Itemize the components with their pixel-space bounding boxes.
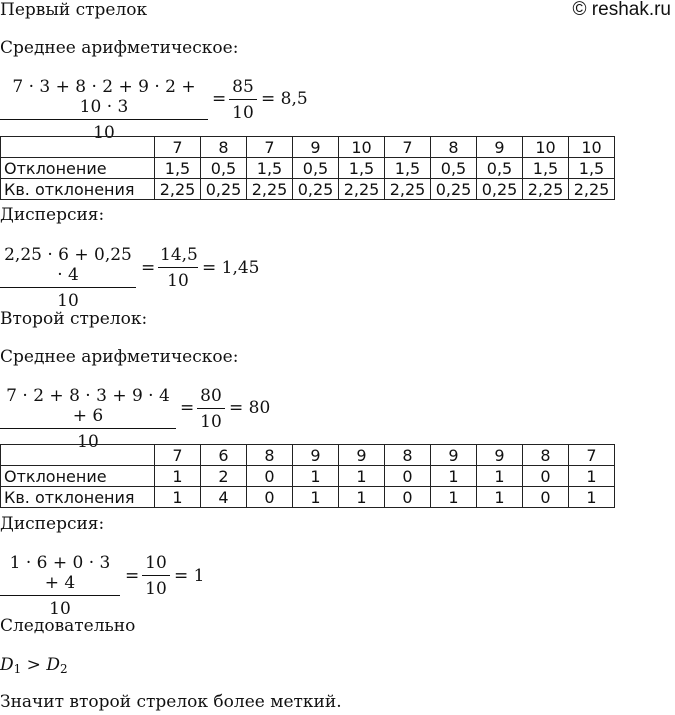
d2-subscript: 2	[59, 662, 68, 676]
fraction-denominator: 10	[57, 291, 79, 311]
table-cell: 0,25	[293, 179, 339, 200]
fraction-bar	[0, 595, 120, 596]
table-cell: 2,25	[155, 179, 201, 200]
shooter1-deviation-table	[0, 136, 615, 200]
table-header-cell: 7	[247, 137, 293, 158]
table-row-label: Кв. отклонения	[1, 179, 155, 200]
conclusion-therefore: Следовательно	[0, 616, 136, 636]
table-cell: 1	[339, 487, 385, 508]
fraction-denominator: 10	[77, 432, 99, 452]
equals-sign: =	[125, 566, 140, 586]
table-cell: 2,25	[385, 179, 431, 200]
table-corner-cell	[1, 445, 155, 466]
table-cell: 2	[201, 466, 247, 487]
table-header-cell: 9	[339, 445, 385, 466]
fraction-numerator: 7 · 3 + 8 · 2 + 9 · 2 + 10 · 3	[12, 77, 196, 117]
table-row-squared-deviation	[1, 179, 615, 200]
table-row-deviation	[1, 466, 615, 487]
table-row-squared-deviation	[1, 487, 615, 508]
fraction-bar	[158, 267, 198, 268]
table-cell: 0	[523, 487, 569, 508]
table-cell: 1	[477, 466, 523, 487]
table-header-cell: 10	[339, 137, 385, 158]
table-cell: 1	[431, 466, 477, 487]
fraction-bar	[0, 428, 176, 429]
table-cell: 0	[247, 466, 293, 487]
fraction-numerator: 14,5	[160, 245, 198, 265]
shooter2-dispersion-result: = 1	[174, 566, 205, 586]
equals-sign: =	[180, 398, 195, 418]
fraction-bar	[0, 119, 208, 120]
fraction-denominator: 10	[232, 103, 254, 123]
table-cell: 0	[247, 487, 293, 508]
d1-symbol: D	[0, 655, 14, 675]
table-header-cell: 7	[155, 137, 201, 158]
table-header-cell: 7	[155, 445, 201, 466]
shooter1-dispersion-fraction-simplified	[158, 245, 198, 291]
shooter1-dispersion-result: = 1,45	[202, 258, 260, 278]
d2-symbol: D	[46, 655, 60, 675]
shooter2-title: Второй стрелок:	[0, 309, 148, 329]
table-cell: 2,25	[247, 179, 293, 200]
equals-sign: =	[212, 89, 227, 109]
watermark: © reshak.ru	[572, 0, 671, 20]
table-cell: 0,25	[477, 179, 523, 200]
equals-sign: =	[141, 258, 156, 278]
fraction-bar	[229, 99, 257, 100]
fraction-numerator: 85	[232, 77, 254, 97]
greater-than-sign: >	[21, 655, 47, 675]
table-cell: 2,25	[523, 179, 569, 200]
table-header-cell: 9	[293, 137, 339, 158]
d1-subscript: 1	[13, 662, 22, 676]
table-cell: 1	[155, 466, 201, 487]
table-cell: 1	[293, 487, 339, 508]
shooter2-mean-result: = 80	[229, 398, 271, 418]
shooter2-mean-fraction-simplified	[197, 386, 225, 432]
table-cell: 1,5	[155, 158, 201, 179]
dispersion-comparison	[0, 655, 68, 679]
table-cell: 1,5	[339, 158, 385, 179]
shooter1-title: Первый стрелок	[0, 0, 148, 20]
table-header-cell: 9	[431, 445, 477, 466]
table-cell: 1	[569, 466, 615, 487]
shooter1-mean-result: = 8,5	[261, 89, 308, 109]
shooter2-dispersion-fraction-simplified	[142, 553, 170, 599]
table-header-cell: 7	[385, 137, 431, 158]
table-header-cell: 7	[569, 445, 615, 466]
table-cell: 1,5	[569, 158, 615, 179]
shooter1-mean-label: Среднее арифметическое:	[0, 38, 239, 58]
shooter1-dispersion-label: Дисперсия:	[0, 205, 105, 225]
fraction-denominator: 10	[167, 271, 189, 291]
table-header-cell: 10	[523, 137, 569, 158]
table-header-cell: 8	[431, 137, 477, 158]
shooter2-mean-label: Среднее арифметическое:	[0, 347, 239, 367]
table-header-cell: 10	[569, 137, 615, 158]
table-cell: 1	[431, 487, 477, 508]
shooter2-deviation-table	[0, 444, 615, 508]
table-cell: 1	[155, 487, 201, 508]
fraction-numerator: 2,25 · 6 + 0,25 · 4	[4, 245, 132, 285]
shooter1-dispersion-fraction	[0, 245, 136, 311]
table-cell: 0	[385, 466, 431, 487]
table-cell: 0,5	[293, 158, 339, 179]
fraction-bar	[197, 408, 225, 409]
table-cell: 0,25	[431, 179, 477, 200]
fraction-denominator: 10	[200, 412, 222, 432]
fraction-denominator: 10	[93, 123, 115, 143]
table-corner-cell	[1, 137, 155, 158]
table-header-cell: 8	[385, 445, 431, 466]
table-cell: 1	[477, 487, 523, 508]
table-cell: 0,5	[477, 158, 523, 179]
table-cell: 0,5	[431, 158, 477, 179]
table-cell: 1	[569, 487, 615, 508]
table-cell: 1,5	[523, 158, 569, 179]
table-cell: 0	[385, 487, 431, 508]
table-cell: 1,5	[385, 158, 431, 179]
table-row-label: Кв. отклонения	[1, 487, 155, 508]
table-cell: 2,25	[339, 179, 385, 200]
table-header-cell: 9	[477, 445, 523, 466]
table-cell: 1,5	[247, 158, 293, 179]
table-cell: 4	[201, 487, 247, 508]
fraction-numerator: 1 · 6 + 0 · 3 + 4	[9, 553, 111, 593]
shooter2-dispersion-fraction	[0, 553, 120, 619]
fraction-bar	[0, 287, 136, 288]
table-row-deviation	[1, 158, 615, 179]
table-row-label: Отклонение	[1, 466, 155, 487]
table-cell: 0	[523, 466, 569, 487]
table-header-cell: 6	[201, 445, 247, 466]
table-header-cell: 9	[293, 445, 339, 466]
table-cell: 2,25	[569, 179, 615, 200]
table-header-cell: 8	[247, 445, 293, 466]
table-cell: 0,25	[201, 179, 247, 200]
table-cell: 1	[293, 466, 339, 487]
shooter2-mean-fraction	[0, 386, 176, 452]
shooter2-dispersion-label: Дисперсия:	[0, 514, 105, 534]
table-cell: 0,5	[201, 158, 247, 179]
fraction-denominator: 10	[145, 579, 167, 599]
fraction-numerator: 7 · 2 + 8 · 3 + 9 · 4 + 6	[6, 386, 170, 426]
shooter1-mean-fraction	[0, 77, 208, 143]
fraction-numerator: 10	[145, 553, 167, 573]
conclusion-final: Значит второй стрелок более меткий.	[0, 692, 342, 712]
table-header-row	[1, 137, 615, 158]
shooter1-mean-fraction-simplified	[229, 77, 257, 123]
table-header-cell: 8	[523, 445, 569, 466]
fraction-denominator: 10	[49, 599, 71, 619]
table-header-cell: 8	[201, 137, 247, 158]
table-header-row	[1, 445, 615, 466]
table-header-cell: 9	[477, 137, 523, 158]
table-cell: 1	[339, 466, 385, 487]
fraction-numerator: 80	[200, 386, 222, 406]
fraction-bar	[142, 575, 170, 576]
table-row-label: Отклонение	[1, 158, 155, 179]
